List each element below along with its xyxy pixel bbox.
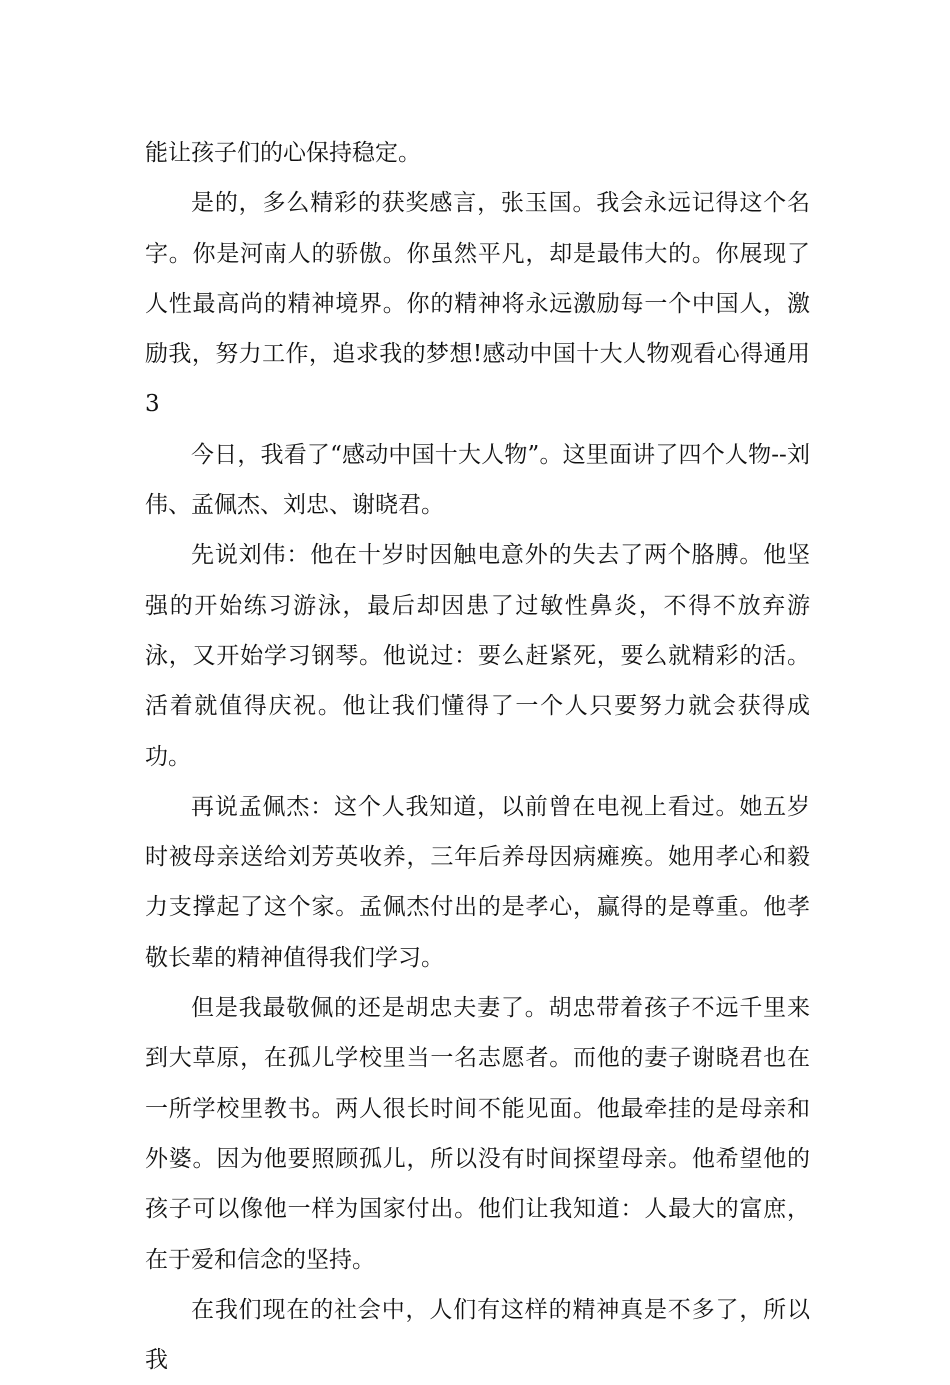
paragraph-introduction: 今日，我看了“感动中国十大人物”。这里面讲了四个人物--刘伟、孟佩杰、刘忠、谢晓君。 [145, 441, 810, 519]
document-body [145, 128, 810, 1385]
paragraph-hu-zhong: 但是我最敬佩的还是胡忠夫妻了。胡忠带着孩子不远千里来到大草原，在孤儿学校里当一名志愿者。而他的妻子谢晓君也在一所学校里教书。两人很长时间不能见面。他最牵挂的是母亲和外婆。因为他要照顾孤儿，所以没有时间探望母亲。他希望他的孩子可以像他一样为国家付出。他们让我知道：人最大的富庶，在于爱和信念的坚持。 [145, 995, 810, 1273]
paragraph-continuation: 能让孩子们的心保持稳定。 [145, 140, 421, 166]
paragraph-society: 在我们现在的社会中，人们有这样的精神真是不多了，所以我 [145, 1296, 810, 1374]
paragraph-liu-wei: 先说刘伟：他在十岁时因触电意外的失去了两个胳膊。他坚强的开始练习游泳，最后却因患了过敏性鼻炎，不得不放弃游泳，又开始学习钢琴。他说过：要么赶紧死，要么就精彩的活。活着就值得庆祝。他让我们懂得了一个人只要努力就会获得成功。 [145, 542, 810, 770]
paragraph-acceptance-speech: 是的，多么精彩的获奖感言，张玉国。我会永远记得这个名字。你是河南人的骄傲。你虽然平凡，却是最伟大的。你展现了人性最高尚的精神境界。你的精神将永远激励每一个中国人，激励我，努力工作，追求我的梦想!感动中国十大人物观看心得通用3 [145, 190, 810, 418]
paragraph-meng-peijie: 再说孟佩杰：这个人我知道，以前曾在电视上看过。她五岁时被母亲送给刘芳英收养，三年后养母因病瘫痪。她用孝心和毅力支撑起了这个家。孟佩杰付出的是孝心，赢得的是尊重。他孝敬长辈的精神值得我们学习。 [145, 793, 810, 971]
